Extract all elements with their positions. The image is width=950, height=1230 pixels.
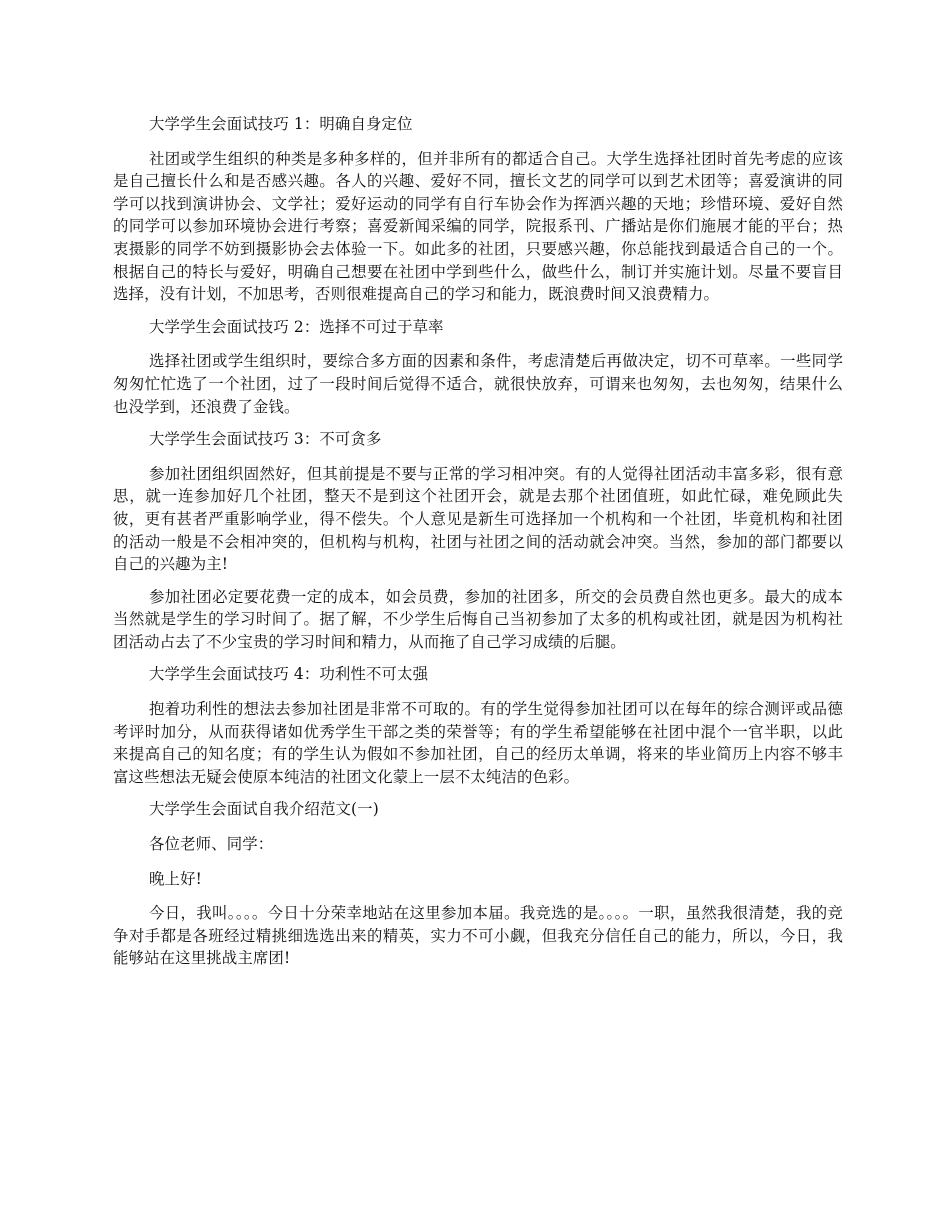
section-heading-4: 大学学生会面试技巧 4：功利性不可太强 <box>149 665 429 684</box>
body-paragraph-5: 抱着功利性的想法去参加社团是非常不可取的。有的学生觉得参加社团可以在每年的综合测评或品德考评时加分，从而获得诸如优秀学生干部之类的荣誉等；有的学生希望能够在社团中混个一官半职，以此来提高自己的知名度；有的学生认为假如不参加社团，自己的经历太单调，将来的毕业简历上内容不够丰富这些想法无疑会使原本纯洁的社团文化蒙上一层不太纯洁的色彩。 <box>113 700 843 786</box>
body-paragraph-6: 今日，我叫。。。。今日十分荣幸地站在这里参加本届。我竞选的是。。。。一职，虽然我很清楚，我的竞争对手都是各班经过精挑细选选出来的精英，实力不可小觑，但我充分信任自己的能力，所以，今日，我能够站在这里挑战主席团! <box>113 904 843 968</box>
body-paragraph-4: 参加社团必定要花费一定的成本，如会员费，参加的社团多，所交的会员费自然也更多。最大的成本当然就是学生的学习时间了。据了解，不少学生后悔自己当初参加了太多的机构或社团，就是因为机构社团活动占去了不少宝贵的学习时间和精力，从而拖了自己学习成绩的后腿。 <box>113 587 843 651</box>
body-paragraph-3: 参加社团组织固然好，但其前提是不要与正常的学习相冲突。有的人觉得社团活动丰富多彩，很有意思，就一连参加好几个社团，整天不是到这个社团开会，就是去那个社团值班，如此忙碌，难免顾此失彼，更有甚者严重影响学业，得不偿失。个人意见是新生可选择加一个机构和一个社团，毕竟机构和社团的活动一般是不会相冲突的，但机构与机构，社团与社团之间的活动就会冲突。当然，参加的部门都要以自己的兴趣为主! <box>113 464 843 574</box>
salutation: 各位老师、同学： <box>149 835 274 854</box>
section-heading-2: 大学学生会面试技巧 2：选择不可过于草率 <box>149 317 444 336</box>
section-heading-1: 大学学生会面试技巧 1：明确自身定位 <box>149 115 413 133</box>
greeting: 晚上好! <box>149 869 202 888</box>
section-heading-3: 大学学生会面试技巧 3：不可贪多 <box>149 430 382 449</box>
body-paragraph-1: 社团或学生组织的种类是多种多样的，但并非所有的都适合自己。大学生选择社团时首先考虑的应该是自己擅长什么和是否感兴趣。各人的兴趣、爱好不同，擅长文艺的同学可以到艺术团等；喜爱演讲的同学可以找到演讲协会、文学社；爱好运动的同学有自行车协会作为挥洒兴趣的天地；珍惜环境、爱好自然的同学可以参加环境协会进行考察；喜爱新闻采编的同学，院报系刊、广播站是你们施展才能的平台；热衷摄影的同学不妨到摄影协会去体验一下。如此多的社团，只要感兴趣，你总能找到最适合自己的一个。根据自己的特长与爱好，明确自己想要在社团中学到些什么，做些什么，制订并实施计划。尽量不要盲目选择，没有计划，不加思考，否则很难提高自己的学习和能力，既浪费时间又浪费精力。 <box>113 149 843 304</box>
document-body <box>113 113 843 980</box>
sample-title: 大学学生会面试自我介绍范文(一) <box>149 800 379 819</box>
body-paragraph-2: 选择社团或学生组织时，要综合多方面的因素和条件，考虑清楚后再做决定，切不可草率。一些同学匆匆忙忙选了一个社团，过了一段时间后觉得不适合，就很快放弃，可谓来也匆匆，去也匆匆，结果什么也没学到，还浪费了金钱。 <box>113 352 843 416</box>
